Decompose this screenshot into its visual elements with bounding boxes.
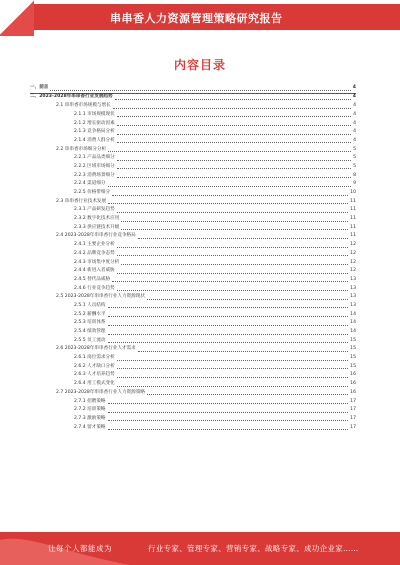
toc-page-number: 16 — [350, 372, 356, 378]
toc-page-number: 15 — [350, 363, 356, 369]
toc-entry-title: 2.7.4 留才策略 — [74, 424, 106, 430]
toc-leader-dots — [108, 186, 352, 187]
header-logo-shape — [0, 0, 34, 36]
toc-entry-title: 2.3.2 数字化技术应用 — [74, 216, 120, 222]
toc-leader-dots — [117, 273, 348, 274]
toc-page-number: 16 — [350, 389, 356, 395]
toc-leader-dots — [117, 116, 351, 117]
toc-entry-title: 2.6.4 用工模式变化 — [74, 381, 115, 387]
toc-entry-title: 2.4.5 替代品威胁 — [74, 276, 111, 282]
toc-leader-dots — [108, 151, 351, 152]
toc-page-number: 17 — [350, 424, 356, 430]
toc-page-number: 4 — [353, 103, 356, 109]
toc-entry-title: 一、前言 — [30, 84, 49, 90]
toc-leader-dots — [138, 238, 348, 239]
toc-leader-dots — [117, 386, 348, 387]
toc-page-number: 13 — [350, 302, 356, 308]
toc-entry[interactable] — [30, 267, 356, 276]
toc-entry-title: 2.6.1 岗位需求分析 — [74, 355, 115, 361]
toc-entry-title: 2.3 串串香行业技术发展 — [56, 198, 107, 204]
toc-page-number: 16 — [350, 381, 356, 387]
toc-entry[interactable] — [30, 206, 356, 215]
table-of-contents — [30, 84, 356, 432]
toc-leader-dots — [108, 342, 349, 343]
toc-entry-title: 2.1.1 市场规模现状 — [74, 111, 115, 117]
toc-page-number: 11 — [350, 198, 356, 204]
toc-entry-title: 2.3.1 产品研发趋势 — [74, 207, 115, 213]
toc-entry-title: 2.7 2023-2028年串串香行业人力资源策略 — [56, 389, 145, 395]
toc-entry[interactable] — [30, 154, 356, 163]
toc-leader-dots — [147, 394, 348, 395]
toc-page-number: 13 — [350, 276, 356, 282]
toc-leader-dots — [117, 360, 348, 361]
toc-leader-dots — [117, 134, 351, 135]
toc-entry[interactable] — [30, 276, 356, 285]
toc-leader-dots — [108, 412, 349, 413]
toc-leader-dots — [113, 108, 351, 109]
toc-page-number: 14 — [350, 329, 356, 335]
toc-entry-title: 2.1 串串香市场规模与增长 — [56, 103, 111, 109]
toc-leader-dots — [121, 264, 348, 265]
toc-entry-title: 2.5 2023-2028年串串香行业人力资源现状 — [56, 294, 145, 300]
toc-entry-title: 2.4 2023-2028年串串香行业竞争格局 — [56, 233, 136, 239]
toc-entry[interactable] — [30, 354, 356, 363]
toc-entry[interactable] — [30, 111, 356, 120]
toc-entry[interactable] — [30, 137, 356, 146]
toc-leader-dots — [108, 307, 349, 308]
toc-entry[interactable] — [30, 128, 356, 137]
toc-leader-dots — [117, 168, 351, 169]
toc-leader-dots — [112, 195, 348, 196]
toc-entry[interactable] — [30, 389, 356, 398]
toc-leader-dots — [117, 247, 348, 248]
toc-page-number: 11 — [350, 216, 356, 222]
toc-entry-title: 2.5.2 薪酬水平 — [74, 311, 106, 317]
toc-leader-dots — [108, 316, 349, 317]
toc-page-number: 4 — [353, 129, 356, 135]
toc-page-number: 17 — [350, 407, 356, 413]
toc-entry[interactable] — [30, 241, 356, 250]
toc-entry[interactable] — [30, 102, 356, 111]
toc-entry-title: 2.1.2 增长驱动因素 — [74, 120, 115, 126]
toc-entry-title: 2.2.3 消费场景细分 — [74, 172, 115, 178]
toc-entry[interactable] — [30, 424, 356, 433]
toc-leader-dots — [117, 212, 348, 213]
toc-leader-dots — [121, 221, 348, 222]
toc-entry-title: 2.5.1 人员结构 — [74, 302, 106, 308]
toc-page-number: 5 — [353, 146, 356, 152]
toc-leader-dots — [138, 351, 348, 352]
toc-page-number: 12 — [350, 250, 356, 256]
toc-page-number: 10 — [350, 190, 356, 196]
toc-entry[interactable] — [30, 302, 356, 311]
toc-page-number: 11 — [350, 224, 356, 230]
toc-page-number: 5 — [353, 155, 356, 161]
toc-page-number: 9 — [353, 181, 356, 187]
toc-page-number: 12 — [350, 259, 356, 265]
toc-leader-dots — [108, 420, 349, 421]
toc-entry-title: 2.2 串串香市场细分分析 — [56, 146, 107, 152]
toc-leader-dots — [117, 255, 348, 256]
toc-entry-title: 2.7.3 激励策略 — [74, 415, 106, 421]
toc-leader-dots — [117, 368, 348, 369]
toc-page-number: 4 — [353, 120, 356, 126]
toc-entry[interactable] — [30, 293, 356, 302]
toc-leader-dots — [115, 99, 351, 100]
toc-entry-title: 2.3.3 供应链技术升级 — [74, 224, 120, 230]
toc-entry[interactable] — [30, 180, 356, 189]
toc-entry-title: 2.4.2 品牌竞争态势 — [74, 250, 115, 256]
toc-entry[interactable] — [30, 285, 356, 294]
toc-entry[interactable] — [30, 380, 356, 389]
toc-entry[interactable] — [30, 146, 356, 155]
toc-entry[interactable] — [30, 363, 356, 372]
toc-entry-title: 2.2.5 价格带细分 — [74, 190, 111, 196]
toc-leader-dots — [108, 403, 349, 404]
toc-entry[interactable] — [30, 345, 356, 354]
toc-page-number: 13 — [350, 294, 356, 300]
toc-entry[interactable] — [30, 120, 356, 129]
toc-entry[interactable] — [30, 189, 356, 198]
toc-entry-title: 2.1.3 竞争格局分析 — [74, 129, 115, 135]
toc-page-number: 15 — [350, 337, 356, 343]
toc-entry[interactable] — [30, 328, 356, 337]
toc-entry[interactable] — [30, 198, 356, 207]
toc-heading: 内容目录 — [173, 58, 226, 72]
toc-entry[interactable] — [30, 311, 356, 320]
toc-leader-dots — [117, 177, 351, 178]
toc-leader-dots — [117, 290, 348, 291]
toc-page-number: 11 — [350, 233, 356, 239]
toc-entry-title: 2.4.1 主要企业分析 — [74, 242, 115, 248]
toc-entry[interactable] — [30, 259, 356, 268]
toc-entry-title: 2.6 2023-2028年串串香行业人才需求 — [56, 346, 136, 352]
toc-entry[interactable] — [30, 250, 356, 259]
footer-motto: 让每个人都能成为 — [48, 544, 112, 553]
toc-page-number: 12 — [350, 268, 356, 274]
toc-entry-title: 2.7.1 招聘策略 — [74, 398, 106, 404]
page-header — [0, 0, 400, 36]
toc-entry[interactable] — [30, 93, 356, 102]
toc-entry-title: 2.6.2 人才缺口分析 — [74, 363, 115, 369]
toc-entry[interactable] — [30, 215, 356, 224]
toc-page-number: 4 — [352, 84, 356, 90]
toc-entry-title: 2.2.1 产品品类细分 — [74, 155, 115, 161]
toc-leader-dots — [147, 299, 348, 300]
toc-leader-dots — [50, 90, 350, 91]
toc-entry-title: 2.4.3 市场集中度分析 — [74, 259, 120, 265]
toc-leader-dots — [121, 229, 348, 230]
toc-entry-title: 2.5.4 绩效管理 — [74, 329, 106, 335]
toc-leader-dots — [117, 125, 351, 126]
toc-entry-title: 2.2.4 渠道细分 — [74, 181, 106, 187]
page-footer — [0, 532, 400, 565]
toc-page-number: 4 — [352, 94, 356, 100]
toc-entry[interactable] — [30, 224, 356, 233]
toc-entry-title: 2.2.2 区域市场细分 — [74, 163, 115, 169]
toc-leader-dots — [117, 160, 351, 161]
toc-leader-dots — [108, 325, 349, 326]
toc-page-number: 14 — [350, 311, 356, 317]
toc-entry[interactable] — [30, 406, 356, 415]
toc-entry[interactable] — [30, 398, 356, 407]
toc-page-number: 11 — [350, 207, 356, 213]
toc-entry-title: 2.7.2 培训策略 — [74, 407, 106, 413]
toc-entry-title: 2.6.3 人才培养趋势 — [74, 372, 115, 378]
toc-entry-title: 2.5.3 培训体系 — [74, 320, 106, 326]
toc-page-number: 4 — [353, 111, 356, 117]
toc-entry[interactable] — [30, 337, 356, 346]
toc-page-number: 15 — [350, 346, 356, 352]
toc-leader-dots — [117, 377, 348, 378]
toc-entry-title: 二、2023-2028年串串香行业发展趋势 — [30, 94, 113, 100]
toc-entry-title: 2.4.4 新进入者威胁 — [74, 268, 115, 274]
toc-entry-title: 2.5.5 员工流动 — [74, 337, 106, 343]
toc-page-number: 17 — [350, 415, 356, 421]
toc-page-number: 8 — [353, 172, 356, 178]
toc-leader-dots — [112, 281, 348, 282]
toc-page-number: 14 — [350, 320, 356, 326]
toc-entry[interactable] — [30, 163, 356, 172]
footer-roles: 行业专家、管理专家、营销专家、战略专家、成功企业家…… — [148, 544, 359, 553]
toc-page-number: 4 — [353, 137, 356, 143]
toc-page-number: 12 — [350, 242, 356, 248]
toc-entry[interactable] — [30, 415, 356, 424]
toc-page-number: 5 — [353, 163, 356, 169]
toc-entry-title: 2.1.4 消费人群分析 — [74, 137, 115, 143]
toc-page-number: 17 — [350, 398, 356, 404]
toc-page-number: 13 — [350, 285, 356, 291]
toc-entry-title: 2.4.6 行业竞争趋势 — [74, 285, 115, 291]
toc-entry[interactable] — [30, 232, 356, 241]
toc-leader-dots — [108, 429, 349, 430]
toc-entry[interactable] — [30, 84, 356, 93]
toc-leader-dots — [117, 142, 351, 143]
report-title: 串串香人力资源管理策略研究报告 — [110, 12, 283, 25]
toc-entry[interactable] — [30, 319, 356, 328]
toc-entry[interactable] — [30, 172, 356, 181]
toc-leader-dots — [108, 203, 348, 204]
toc-page-number: 15 — [350, 355, 356, 361]
toc-leader-dots — [108, 334, 349, 335]
toc-entry[interactable] — [30, 371, 356, 380]
